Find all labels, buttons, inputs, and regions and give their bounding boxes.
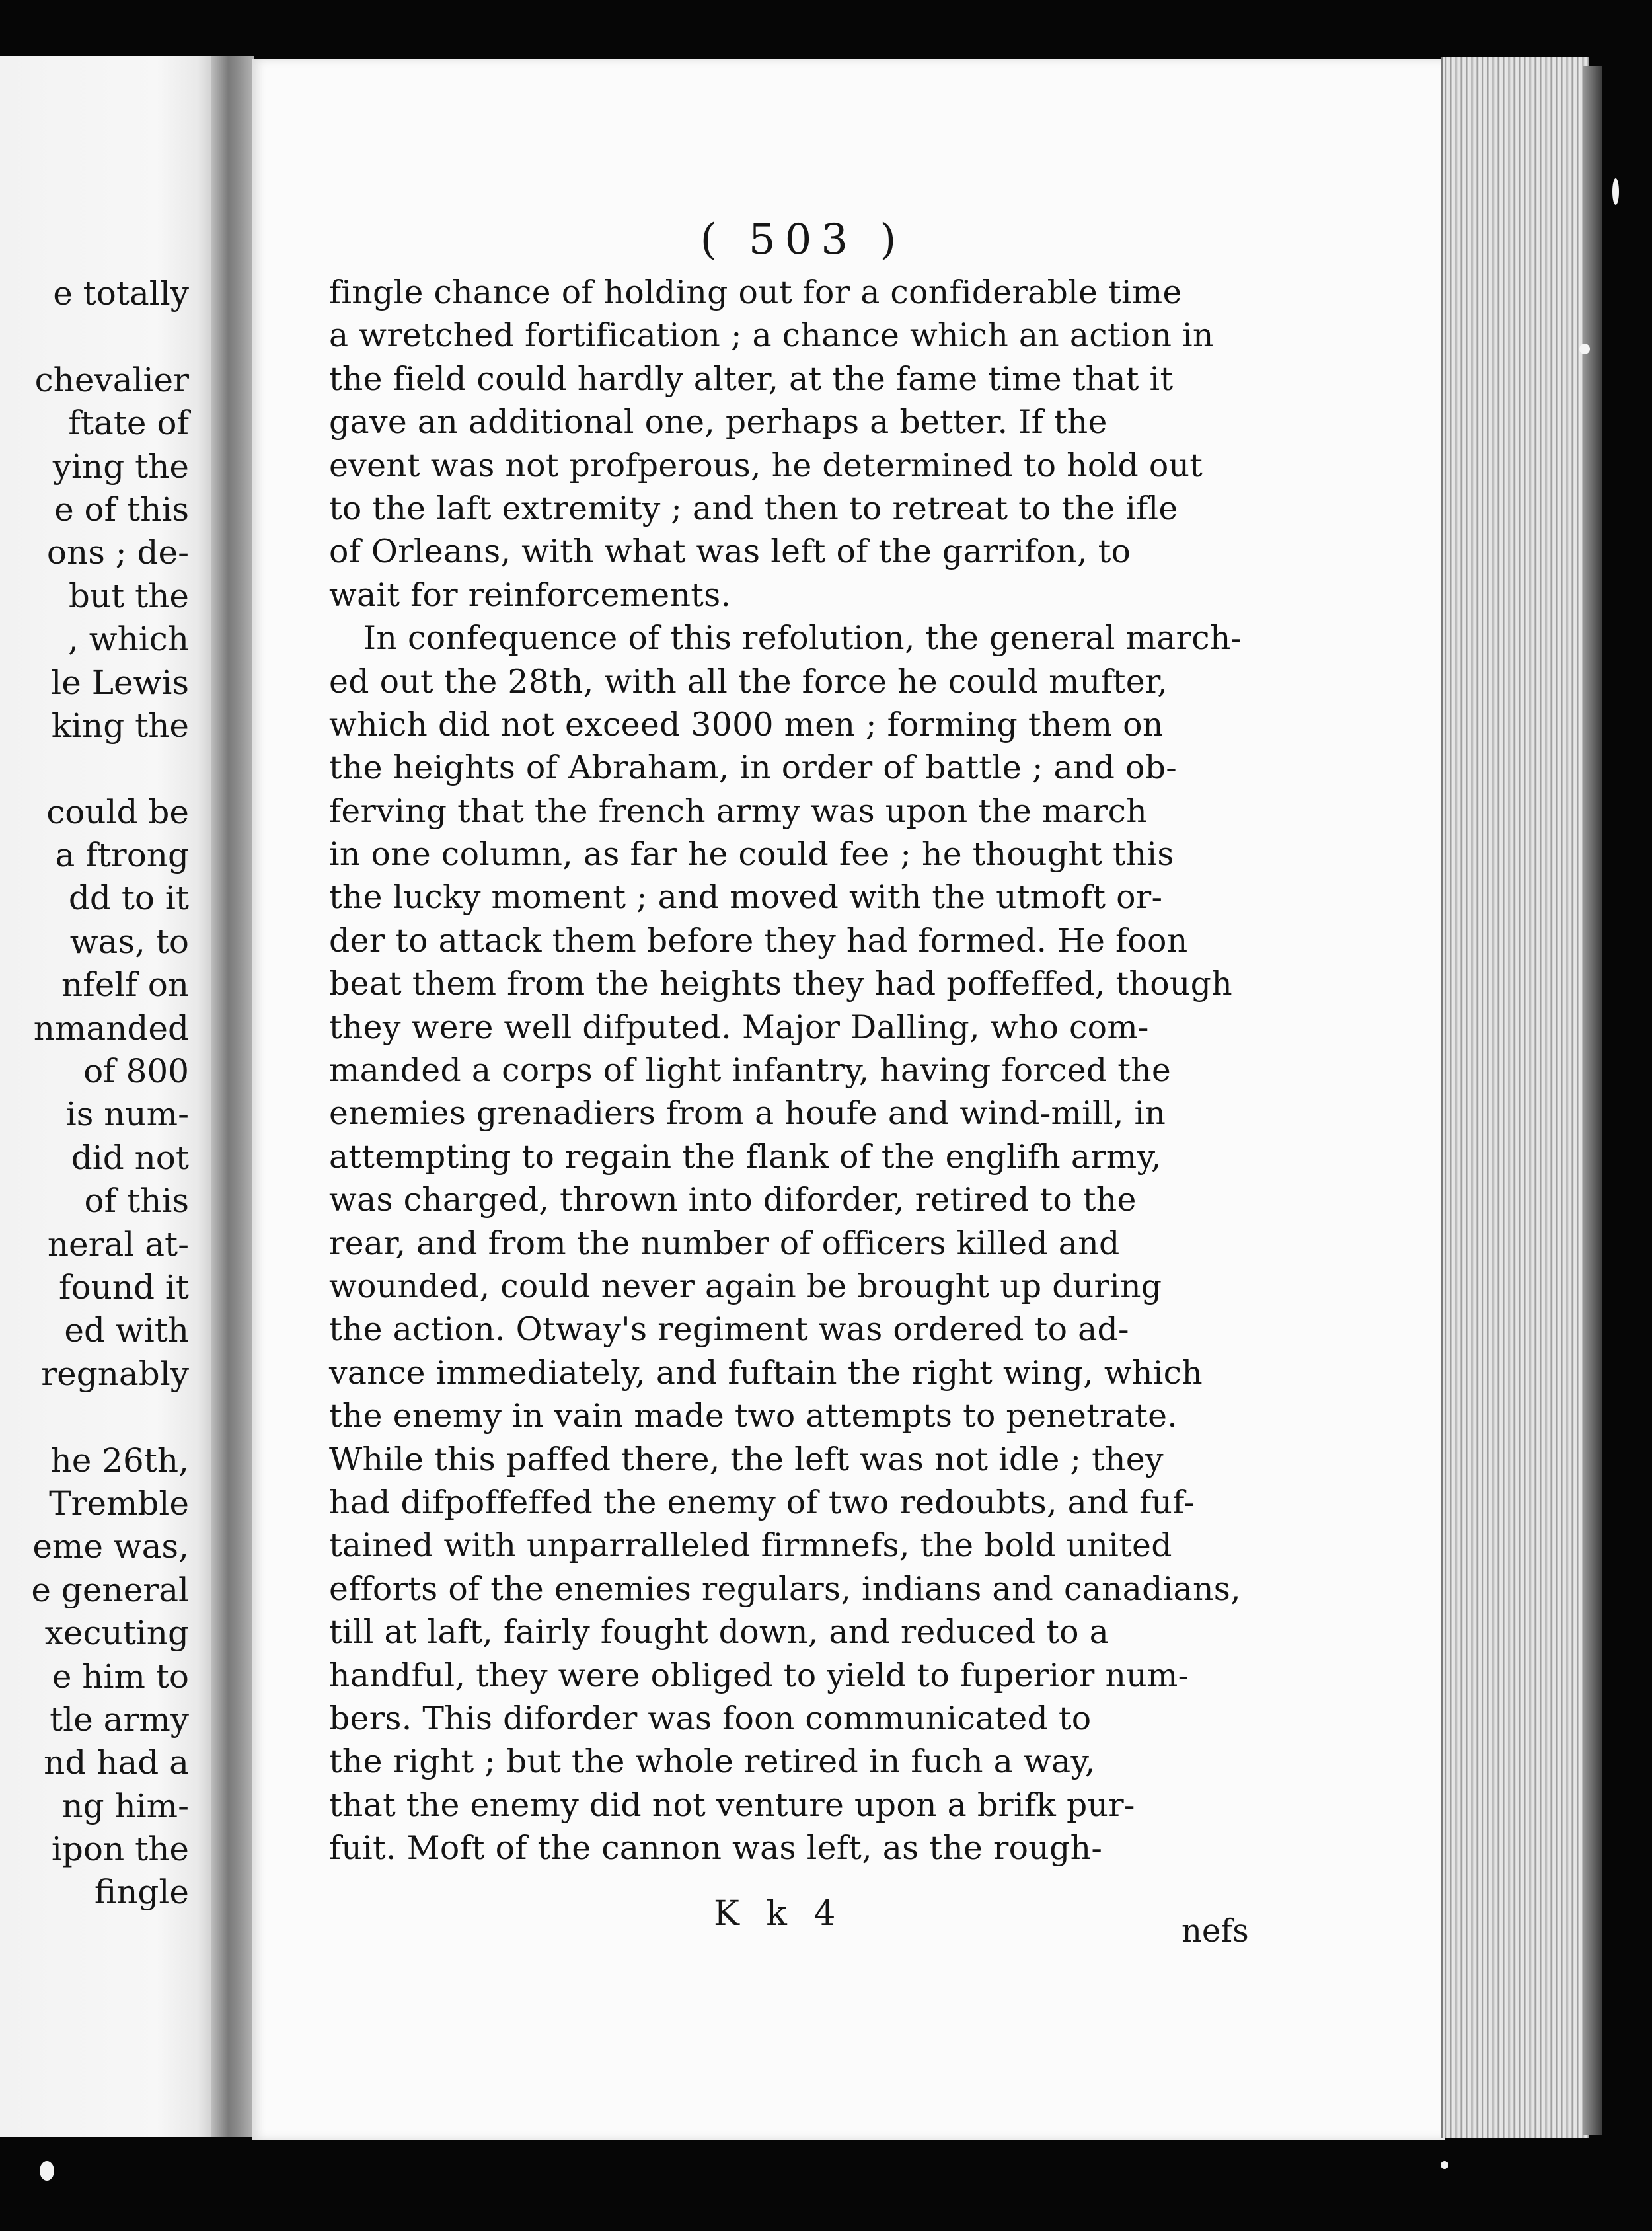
text-line: was charged, thrown into diforder, retired to the	[329, 1181, 1137, 1219]
text-line: had difpoffeffed the enemy of two redoubts, and fuf-	[329, 1483, 1195, 1521]
left-page-line: ed with	[64, 1311, 189, 1350]
text-line: gave an additional one, perhaps a better. If the	[329, 403, 1108, 441]
body-text	[329, 271, 1254, 1870]
left-page-line: ons ; de-	[46, 533, 189, 572]
left-page-line: regnably	[41, 1354, 189, 1393]
left-page-line: ftate of	[68, 404, 189, 443]
text-line: In confequence of this refolution, the general march-	[363, 619, 1242, 658]
text-line: to the laft extremity ; and then to retreat to the ifle	[329, 489, 1178, 527]
left-page-text	[0, 272, 189, 1914]
text-line: of Orleans, with what was left of the garrifon, to	[329, 533, 1131, 571]
text-line: event was not profperous, he determined to hold out	[329, 446, 1203, 484]
text-line: the action. Otway's regiment was ordered to ad-	[329, 1310, 1129, 1349]
text-line: the heights of Abraham, in order of battle ; and ob-	[329, 749, 1178, 787]
text-line: wounded, could never again be brought up during	[329, 1267, 1162, 1305]
text-line: in one column, as far he could fee ; he thought this	[329, 835, 1174, 874]
text-line: fuit. Moft of the cannon was left, as the rough-	[329, 1829, 1103, 1868]
text-line: enemies grenadiers from a houfe and wind-mill, in	[329, 1094, 1166, 1133]
left-page-line: tle army	[50, 1700, 189, 1739]
left-page-line: e totally	[53, 274, 189, 313]
left-page-line: e of this	[54, 490, 189, 529]
left-page-line: xecuting	[44, 1614, 189, 1653]
left-page-line: found it	[59, 1267, 189, 1306]
left-page-line: could be	[46, 792, 189, 831]
text-line: that the enemy did not venture upon a brifk pur-	[329, 1786, 1135, 1824]
text-line: bers. This diforder was foon communicated to	[329, 1699, 1092, 1737]
signature-mark: K k 4	[714, 1894, 844, 1934]
text-line: ferving that the french army was upon the march	[329, 792, 1148, 830]
left-page-line: nmanded	[33, 1008, 189, 1047]
left-page-line: , which	[68, 620, 189, 659]
text-line: wait for reinforcements.	[329, 576, 732, 614]
text-line: which did not exceed 3000 men ; forming them on	[329, 705, 1164, 743]
text-line: tained with unparralleled firmnefs, the bold united	[329, 1527, 1172, 1565]
text-line: fingle chance of holding out for a confiderable time	[329, 274, 1182, 311]
page-edges-shadow	[1583, 66, 1602, 2135]
left-page-line: e general	[31, 1570, 189, 1609]
text-line: beat them from the heights they had poffeffed, though	[329, 965, 1232, 1003]
text-line: till at laft, fairly fought down, and reduced to a	[329, 1613, 1109, 1651]
left-page-line	[0, 747, 189, 790]
left-page-line: ying the	[52, 447, 189, 486]
text-line: the enemy in vain made two attempts to penetrate.	[329, 1397, 1178, 1435]
left-page-line: but the	[68, 576, 189, 615]
page-header: ( 503 )	[700, 215, 906, 264]
left-page-line: did not	[71, 1138, 189, 1177]
text-line: vance immediately, and fuftain the right wing, which	[329, 1353, 1203, 1392]
text-line: a wretched fortification ; a chance which an action in	[329, 317, 1214, 355]
book-gutter	[211, 56, 254, 2137]
left-page-line: was, to	[69, 922, 189, 961]
left-page-line	[0, 1396, 189, 1439]
left-page-line: ng him-	[61, 1786, 189, 1825]
catchword: nefs	[1182, 1912, 1249, 1949]
dust-speck	[40, 2161, 54, 2181]
left-page-line	[0, 315, 189, 358]
dust-speck	[1612, 178, 1619, 205]
left-page-line: dd to it	[68, 879, 189, 918]
left-page-line: nd had a	[44, 1743, 189, 1782]
text-line: handful, they were obliged to yield to fuperior num-	[329, 1656, 1189, 1694]
left-page-line: is num-	[65, 1095, 189, 1134]
left-page-line: e him to	[52, 1657, 189, 1696]
left-page-line: he 26th,	[50, 1441, 189, 1480]
text-line: While this paffed there, the left was not idle ; they	[329, 1440, 1164, 1478]
text-line: they were well difputed. Major Dalling, who com-	[329, 1008, 1149, 1046]
left-page-line: ipon the	[51, 1830, 189, 1869]
text-line: attempting to regain the flank of the englifh army,	[329, 1137, 1162, 1176]
text-line: manded a corps of light infantry, having forced the	[329, 1051, 1172, 1090]
left-page-line: fingle	[94, 1873, 189, 1912]
text-line: the right ; but the whole retired in fuch a way,	[329, 1743, 1096, 1781]
left-page-line: of this	[84, 1182, 189, 1221]
dust-speck	[1441, 2161, 1448, 2169]
left-page-line: king the	[51, 706, 189, 745]
text-line: efforts of the enemies regulars, indians and canadians,	[329, 1569, 1241, 1608]
left-page-line: Tremble	[49, 1484, 189, 1523]
text-line: der to attack them before they had formed. He foon	[329, 921, 1188, 960]
left-page-line: neral at-	[47, 1225, 189, 1264]
left-page-line: a ftrong	[55, 836, 189, 875]
page-edges	[1441, 57, 1589, 2138]
dust-speck	[1579, 344, 1590, 354]
text-line: the lucky moment ; and moved with the utmoft or-	[329, 878, 1163, 917]
left-page-line: le Lewis	[51, 663, 189, 702]
text-line: ed out the 28th, with all the force he could mufter,	[329, 662, 1168, 700]
left-page-line: eme was,	[32, 1527, 189, 1566]
text-line: the field could hardly alter, at the fame time that it	[329, 359, 1174, 398]
left-page-line: of 800	[83, 1052, 189, 1091]
left-page-line: chevalier	[34, 360, 189, 399]
text-line: rear, and from the number of officers killed and	[329, 1224, 1120, 1262]
left-page-line: nfelf on	[61, 965, 189, 1004]
